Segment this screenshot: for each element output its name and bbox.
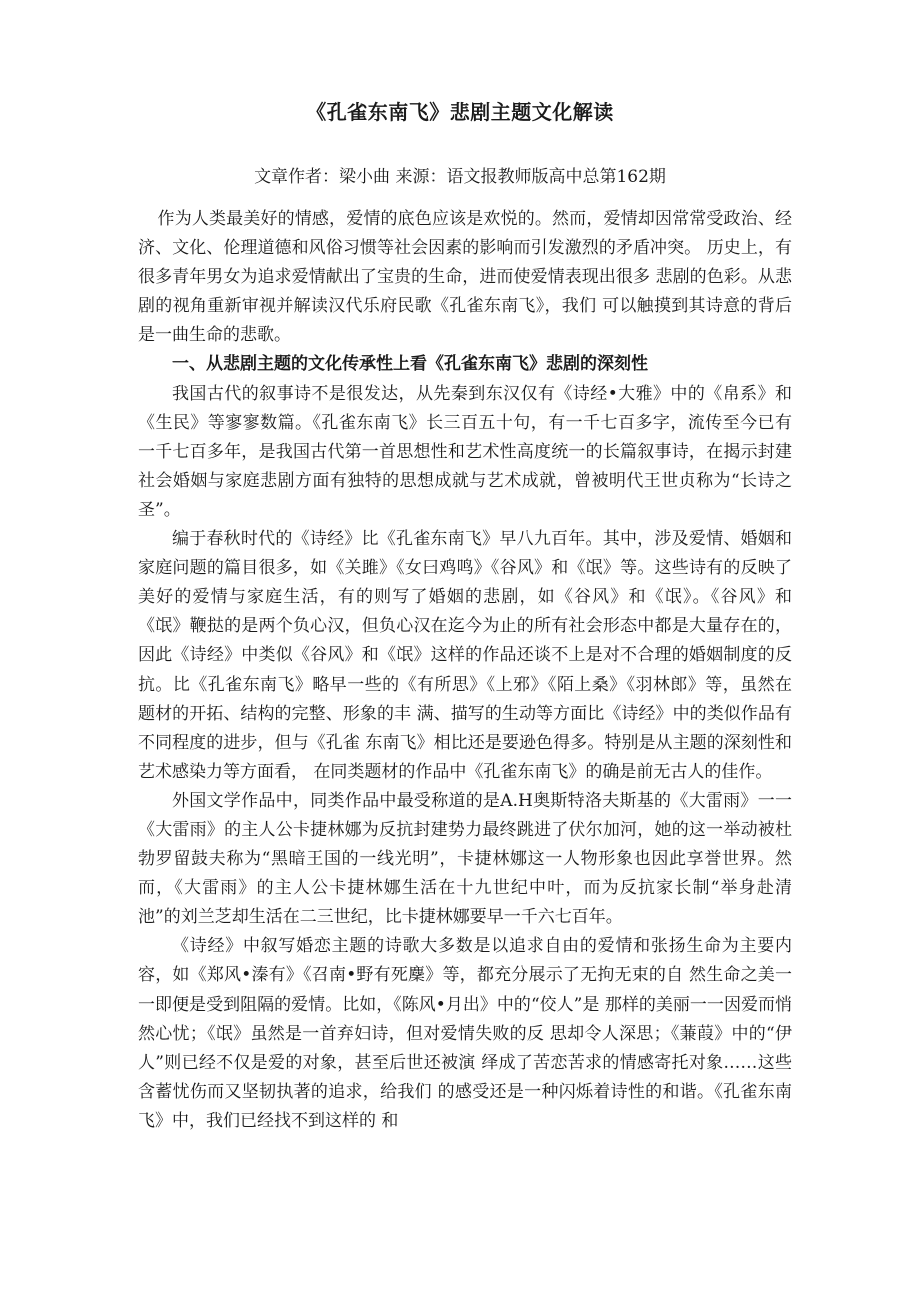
paragraph: 我国古代的叙事诗不是很发达，从先秦到东汉仅有《诗经•大雅》中的《帛系》和《生民》等寥寥数篇。《孔雀东南飞》长三百五十句，有一千七百多字，流传至今已有一千七百多年，是我国古代第一首思想性和艺术性高度统一的长篇叙事诗，在揭示封建社会婚姻与家庭悲剧方面有独特的思想成就与艺术成就，曾被明代王世贞称为“长诗之圣”。 [138,383,792,520]
paragraph: 编于春秋时代的《诗经》比《孔雀东南飞》早八九百年。其中，涉及爱情、婚姻和家庭问题的篇目很多，如《关雎》《女曰鸡鸣》《谷风》和《氓》等。这些诗有的反映了美好的爱情与家庭生活，有的则写了婚姻的悲剧，如《谷风》和《氓》。《谷风》和《氓》鞭挞的是两个负心汉，但负心汉在迄今为止的所有社会形态中都是大量存在的，因此《诗经》中类似《谷风》和《氓》这样的作品还谈不上是对不合理的婚姻制度的反抗。比《孔雀东南飞》略早一些的《有所思》《上邪》《陌上桑》《羽林郎》等，虽然在题材的开拓、结构的完整、形象的丰 满、描写的生动等方面比《诗经》中的类似作品有不同程度的进步，但与《孔雀 东南飞》相比还是要逊色得多。特别是从主题的深刻性和艺术感染力等方面看， 在同类题材的作品中《孔雀东南飞》的确是前无古人的佳作。 [138,529,792,782]
section-heading: 一、从悲剧主题的文化传承性上看《孔雀东南飞》悲剧的深刻性 [172,354,648,375]
document-body [138,205,792,1136]
paragraph: 《诗经》中叙写婚恋主题的诗歌大多数是以追求自由的爱情和张扬生命为主要内容，如《郑风•溱有》《召南•野有死麇》等，都充分展示了无拘无束的自 然生命之美一一即便是受到阻隔的爱情。比如，《陈风•月出》中的“佼人”是 那样的美丽一一因爱而悄然心忧；《氓》虽然是一首弃妇诗，但对爱情失败的反 思却令人深思；《蒹葭》中的“伊人”则已经不仅是爱的对象，甚至后世还被演 绎成了苦恋苦求的情感寄托对象……这些含蓄忧伤而又坚韧执著的追求，给我们 的感受还是一种闪烁着诗性的和谐。《孔雀东南飞》中，我们已经找不到这样的 和 [138,936,792,1131]
document-byline: 文章作者：梁小曲 来源：语文报教师版高中总第162期 [254,167,666,187]
paragraph-intro: 作为人类最美好的情感，爱情的底色应该是欢悦的。然而，爱情却因常常受政治、经济、文化、伦理道德和风俗习惯等社会因素的影响而引发激烈的矛盾冲突。 历史上，有很多青年男女为追求爱情献出了宝贵的生命，进而使爱情表现出很多 悲剧的色彩。从悲剧的视角重新审视并解读汉代乐府民歌《孔雀东南飞》，我们 可以触摸到其诗意的背后是一曲生命的悲歌。 [138,209,792,346]
paragraph: 外国文学作品中，同类作品中最受称道的是A.H奥斯特洛夫斯基的《大雷雨》一一《大雷雨》的主人公卡捷林娜为反抗封建势力最终跳进了伏尔加河，她的这一举动被杜勃罗留鼓夫称为“黑暗王国的一线光明”，卡捷林娜这一人物形象也因此享誉世界。然而，《大雷雨》的主人公卡捷林娜生活在十九世纪中叶，而为反抗家长制“举身赴清池”的刘兰芝却生活在二三世纪，比卡捷林娜要早一千六七百年。 [138,790,792,928]
document-title: 《孔雀东南飞》悲剧主题文化解读 [306,100,614,124]
